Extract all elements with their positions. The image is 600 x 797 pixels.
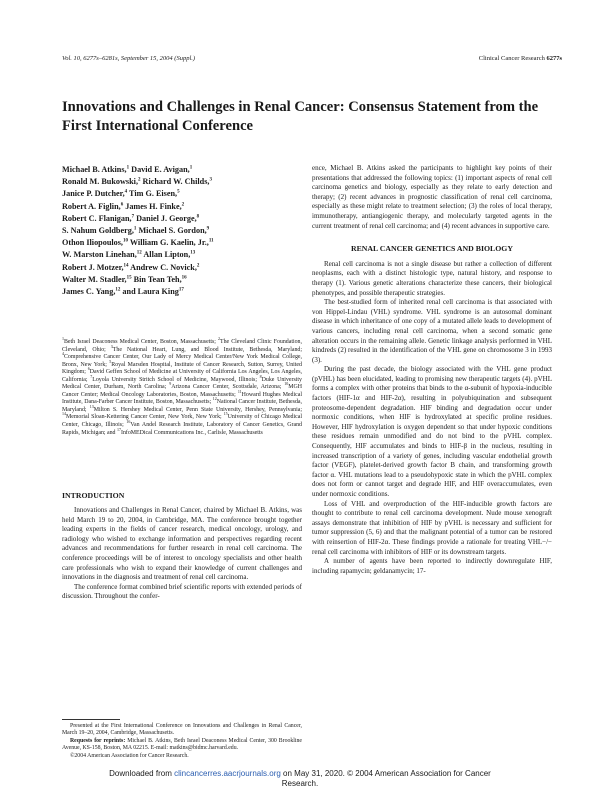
affiliation-marker: 10 — [284, 381, 289, 387]
author-affiliation-marker: 13 — [190, 250, 196, 256]
footnote-reprints — [62, 738, 302, 753]
affiliation-text: MGH Cancer Center; Medical Oncology Laboratories, Boston, Massachusetts; — [62, 384, 302, 398]
author-affiliation-marker: 3 — [209, 177, 212, 183]
affiliation-text: Comprehensive Cancer Center, Our Lady of Mercy Medical Center/New York Medical College, Bronx, New York; — [62, 354, 302, 368]
affiliation-marker: 13 — [89, 403, 94, 409]
affiliation-text: The National Heart, Lung, and Blood Institute, Bethesda, Maryland; — [112, 346, 302, 353]
author-affiliation-marker: 2 — [138, 177, 141, 183]
affiliation-text: InfoMEDical Communications Inc., Carlisle, Massachusetts — [120, 429, 263, 436]
author-affiliation-marker: 15 — [126, 275, 132, 281]
right-column — [312, 164, 552, 576]
affiliation-marker: 4 — [62, 351, 64, 357]
author-affiliation-marker: 12 — [136, 250, 142, 256]
section-heading-genetics: RENAL CANCER GENETICS AND BIOLOGY — [350, 244, 514, 254]
genetics-paragraph-4: Loss of VHL and overproduction of the HIF-inducible growth factors are thought to contribute to renal cell carcinoma development. Nude mouse xenograft assays demonstrate that inhibition of HIF by pVHL is necessary and sufficient for tumor suppression (5, 6) and that the malignant potential of a tumor can be restored with reinsertion of HIF-2α. These findings provide a rationale for treating VHL−/− renal cell carcinoma with inhibitors of HIF or its downstream targets. — [312, 499, 552, 556]
footnote-divider — [62, 719, 120, 720]
author-affiliation-marker: 4 — [124, 189, 128, 195]
affiliation-text: Loyola University Stritch School of Medicine, Maywood, Illinois; — [92, 376, 257, 383]
affiliation-marker: 17 — [116, 426, 121, 432]
article-title: Innovations and Challenges in Renal Cancer: Consensus Statement from the First International Conference — [62, 99, 539, 134]
author-name: Robert C. Flanigan, — [62, 213, 132, 223]
author-name: Othon Iliopoulos, — [62, 238, 123, 248]
affiliation-marker: 6 — [87, 366, 90, 372]
affiliation-text: David Geffen School of Medicine at University of California Los Angeles, Los Angeles, California; — [62, 369, 302, 383]
author-name: Walter M. Stadler, — [62, 274, 127, 284]
affiliations — [62, 336, 303, 437]
reprints-text: Michael B. Atkins, Beth Israel Deaconess Medical Center, 300 Brookline Avenue, KS-158, Boston, MA 02215. E-mail: matkins@bidmc.harvard.edu. — [62, 737, 302, 752]
reprints-label: Requests for reprints: — [70, 737, 126, 744]
genetics-paragraph-3: During the past decade, the biology associated with the VHL gene product (pVHL) has been elucidated, leading to promising new therapeutic targets (4). pVHL forms a complex with other proteins that binds to the α-subunit of hypoxia-inducible factors (HIF-1α and HIF-2α), resulting in polyubiquination and subsequent proteosome-dependent degradation. HIF binding and degradation occur under normoxic conditions, when HIF is hydroxylated at specific proline residues. However, HIF hydroxylation is oxygen dependent so that under hypoxic conditions these residues remain unmodified and do not bind to the pVHL complex. Consequently, HIF accumulates and binds to HIF-β in the nucleus, resulting in increased transcription of a variety of genes, including vascular endothelial growth factor (VEGF), platelet-derived growth factor B chain, and transforming growth factor α. VHL mutations lead to a pseudohypoxic state in which the pVHL complex does not form or cannot target and degrade HIF, and HIF overaccumulates, even under normoxic conditions. — [312, 365, 552, 498]
author-name: and Laura King — [122, 287, 179, 297]
author-name: Robert J. Motzer, — [62, 262, 124, 272]
download-link[interactable]: clincancerres.aacrjournals.org — [174, 769, 281, 778]
affiliation-text: Memorial Sloan-Kettering Cancer Center, New York, New York; — [66, 414, 222, 421]
author-affiliation-marker: 12 — [115, 287, 121, 293]
author-affiliation-marker: 1 — [126, 165, 130, 171]
author-name: Richard W. Childs, — [142, 177, 210, 187]
author-name: James C. Yang, — [62, 287, 116, 297]
download-footer — [0, 769, 600, 788]
author-affiliation-marker: 8 — [196, 214, 200, 220]
author-name: Janice P. Dutcher, — [62, 189, 125, 199]
author-affiliation-marker: 10 — [122, 238, 128, 244]
download-line2: Research. — [281, 778, 319, 788]
affiliation-marker: 16 — [126, 419, 131, 425]
author-affiliation-marker: 1 — [189, 165, 193, 171]
download-suffix: on May 31, 2020. © 2004 American Association for Cancer — [283, 769, 491, 778]
intro-body — [62, 506, 302, 602]
affiliation-text: National Cancer Institute, Bethesda, Maryland; — [62, 399, 302, 413]
affiliation-text: Arizona Cancer Center, Scottsdale, Arizona; — [171, 384, 282, 391]
author-name: Robert A. Figlin, — [62, 201, 121, 211]
author-name: Ronald M. Bukowski, — [62, 177, 138, 187]
affiliation-marker: 5 — [109, 358, 112, 364]
affiliation-marker: 15 — [223, 411, 228, 417]
affiliation-marker: 12 — [212, 396, 217, 402]
running-header-journal — [479, 55, 562, 62]
affiliation-marker: 7 — [90, 373, 93, 379]
running-header-citation: Vol. 10, 6277s–6281s, September 15, 2004 (Suppl.) — [62, 55, 196, 62]
affiliation-marker: 14 — [62, 411, 66, 417]
author-affiliation-marker: 16 — [181, 275, 187, 281]
author-name: Tim G. Eisen, — [129, 189, 178, 199]
genetics-paragraph-5: A number of agents have been reported to indirectly downregulate HIF, including rapamycin; geldanamycin; 17- — [312, 557, 552, 575]
author-affiliation-marker: 2 — [181, 201, 185, 207]
author-name: David E. Avigan, — [131, 165, 190, 174]
intro-paragraph-2: The conference format combined brief scientific reports with extended periods of discussion. Throughout the confer- — [62, 582, 302, 601]
author-affiliation-marker: 17 — [178, 287, 184, 293]
affiliation-marker: 2 — [218, 336, 220, 342]
author-affiliation-marker: 5 — [177, 189, 180, 195]
footnote-copyright: ©2004 American Association for Cancer Research. — [70, 752, 189, 759]
affiliation-text: Beth Israel Deaconess Medical Center, Boston, Massachusetts; — [64, 339, 216, 345]
author-affiliation-marker: 6 — [120, 201, 124, 207]
author-name: William G. Kaelin, Jr., — [129, 238, 209, 248]
author-name: S. Nahum Goldberg, — [62, 226, 134, 236]
download-prefix: Downloaded from — [109, 769, 172, 778]
author-list — [62, 164, 302, 298]
genetics-paragraph-1: Renal cell carcinoma is not a single disease but rather a collection of different neoplasms, each with a distinct histologic type, natural history, and response to therapy (1). Various genetic alterations characterize these cancers, their biological phenotypes, and possible therapeutic strategies. — [312, 259, 552, 297]
author-name: Andrew C. Novick, — [130, 262, 197, 272]
author-name: Michael S. Gordon, — [138, 226, 207, 236]
affiliation-marker: 9 — [169, 381, 172, 387]
author-affiliation-marker: 1 — [133, 226, 137, 232]
affiliation-text: The Cleveland Clinic Foundation, Cleveland, Ohio; — [62, 339, 302, 353]
affiliation-marker: 8 — [259, 373, 262, 379]
affiliation-text: Milton S. Hershey Medical Center, Penn State University, Hershey, Pennsylvania; — [93, 406, 302, 413]
author-affiliation-marker: 2 — [196, 262, 200, 268]
right-continuation-paragraph: ence, Michael B. Atkins asked the participants to highlight key points of their presentations that addressed the following topics: (1) important aspects of renal cell carcinoma genetics and biology, especially as they relate to early detection and therapy; (2) recent advances in prognostic classification of renal cell carcinoma, especially as these might relate to treatment selection; (3) the roles of local therapy, immunotherapy, antiangiogenic therapy, and molecularly targeted agents in the current treatment of renal cell carcinoma; and (4) recent advances in supportive care. — [312, 164, 552, 230]
footnote-presented: Presented at the First International Conference on Innovations and Challenges in Renal Cancer, March 19–20, 2004, Cambridge, Massachusetts. — [62, 723, 302, 737]
affiliation-text: Van Andel Research Institute, Laboratory of Cancer Genetics, Grand Rapids, Michigan; and — [62, 422, 302, 436]
page-number: 6277s — [546, 55, 562, 62]
affiliation-marker: 11 — [237, 388, 242, 394]
intro-paragraph-1: Innovations and Challenges in Renal Cancer, chaired by Michael B. Atkins, was held March 19 to 20, 2004, in Cambridge, MA. The conference brought together leading experts in the fields of cancer research, medical oncology, urology, and radiology who wished to exchange information and perspectives regarding recent advances and recommendations for further research in renal cell carcinoma. The conference proceedings will be of interest to oncology specialists and other health care professionals who wish to expand their knowledge of current challenges and innovations in the diagnosis and treatment of renal cell carcinoma. — [62, 506, 302, 582]
author-name: James H. Finke, — [125, 201, 182, 211]
author-name: Bin Tean Teh, — [133, 274, 182, 284]
author-affiliation-marker: 11 — [208, 238, 214, 244]
affiliation-text: University of Chicago Medical Center, Chicago, Illinois; — [62, 414, 303, 429]
affiliation-text: Howard Hughes Medical Institute, Dana-Farber Cancer Institute, Boston, Massachusetts; — [62, 391, 302, 406]
author-name: Allan Lipton, — [143, 250, 191, 260]
affiliation-text: Royal Marsden Hospital, Institute of Cancer Research, Sutton, Surrey, United Kingdom; — [62, 361, 302, 376]
journal-name: Clinical Cancer Research — [478, 55, 545, 62]
author-affiliation-marker: 7 — [131, 214, 135, 220]
intro-heading: INTRODUCTION — [62, 491, 125, 500]
author-name: W. Marston Linehan, — [62, 250, 137, 260]
footnotes — [62, 723, 302, 760]
author-name: Daniel J. George, — [136, 213, 197, 223]
affiliation-text: Duke University Medical Center, Durham, North Carolina; — [62, 376, 302, 391]
genetics-paragraph-2: The best-studied form of inherited renal cell carcinoma is that associated with von Hippel-Lindau (VHL) syndrome. VHL syndrome is an autosomal dominant disease in which inheritance of one copy of a mutated allele leads to development of various cancers, including renal cell carcinoma, when a second somatic gene alteration occurs in the remaining allele. Genetic linkage analysis performed in VHL kindreds (2) resulted in the identification of the VHL gene on chromosome 3 in 1993 (3). — [312, 298, 552, 364]
author-affiliation-marker: 9 — [206, 226, 210, 232]
author-affiliation-marker: 14 — [123, 262, 129, 268]
affiliation-marker: 3 — [110, 343, 113, 349]
author-name: Michael B. Atkins, — [62, 165, 127, 174]
affiliation-marker: 1 — [62, 336, 64, 342]
